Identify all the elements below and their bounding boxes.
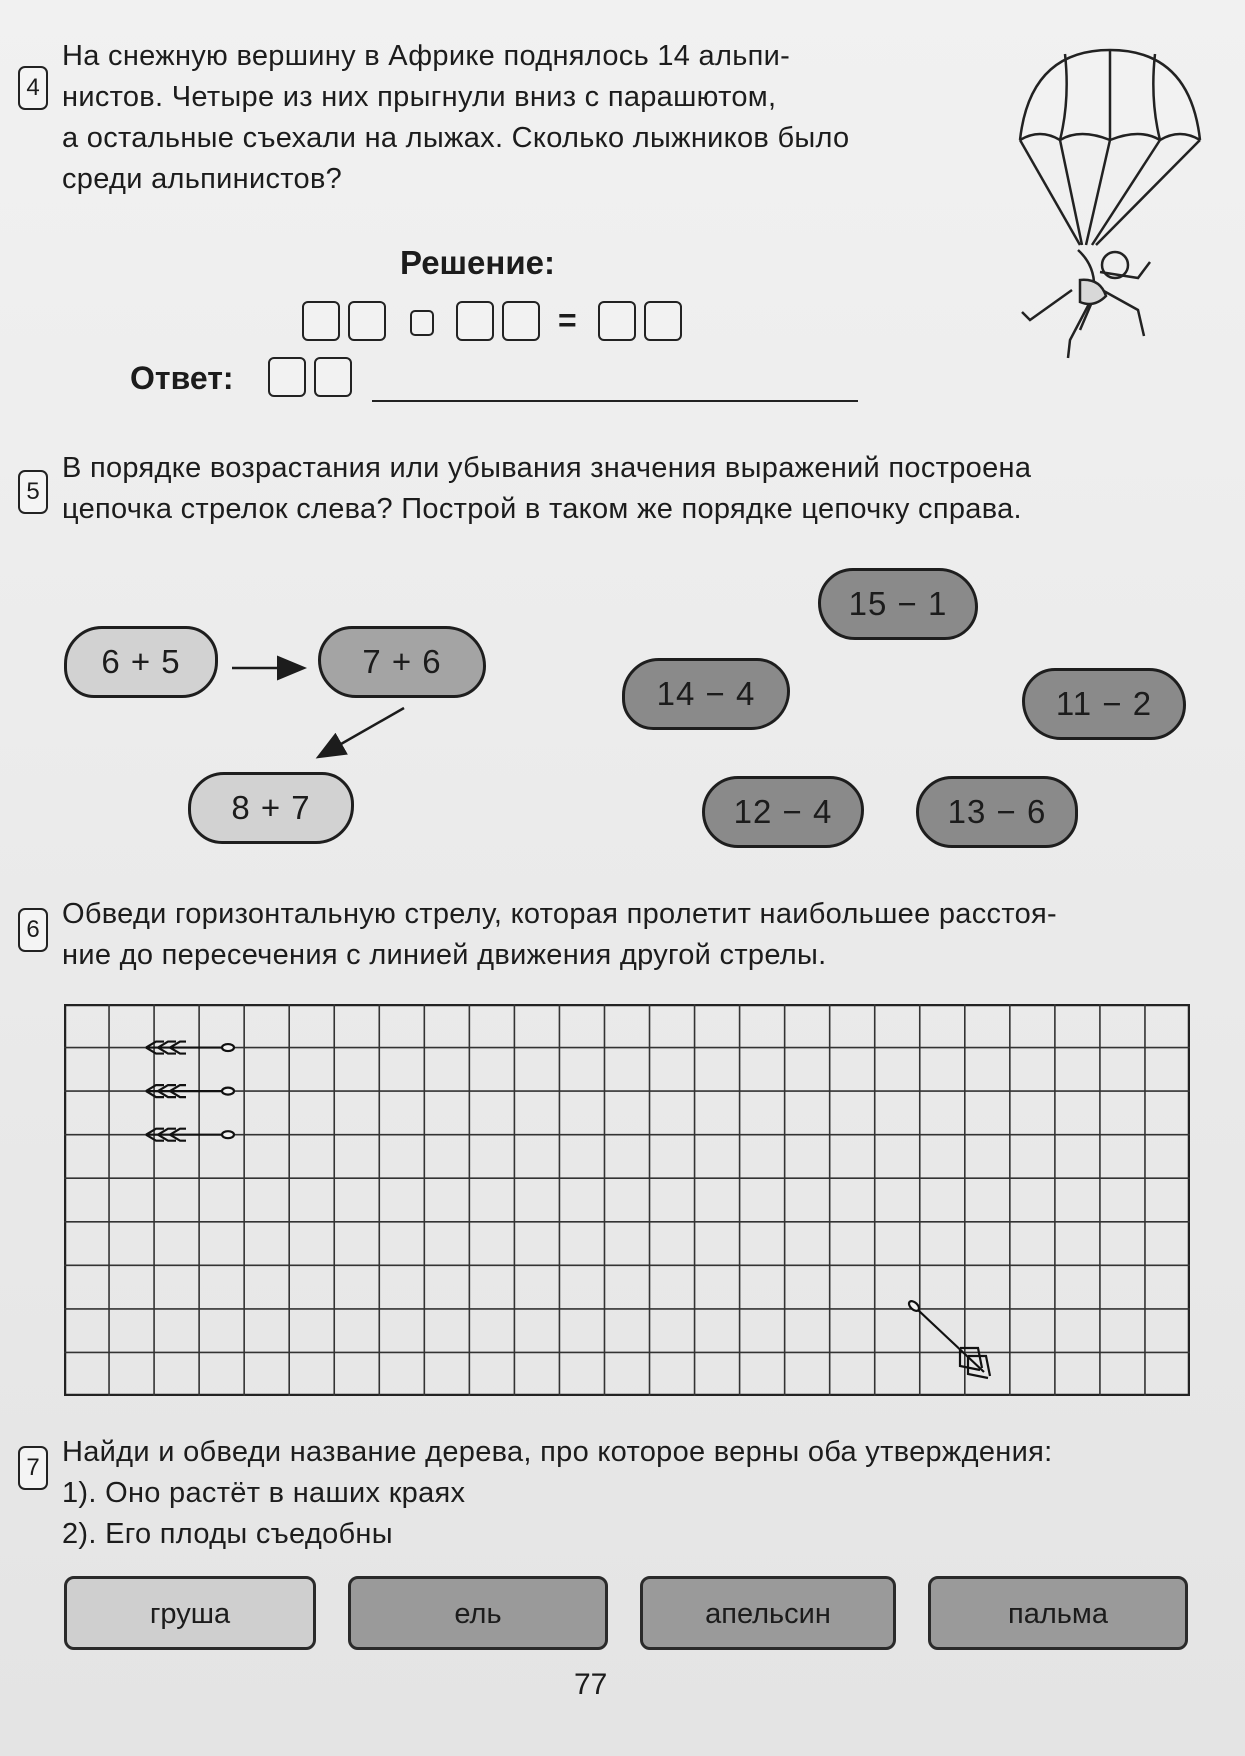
answer-label: Ответ: [130, 360, 234, 396]
arrow-part [907, 1299, 921, 1312]
task-7-text [62, 1432, 1052, 1555]
arrow-part [222, 1088, 234, 1095]
arrow-part [918, 1310, 984, 1372]
expression-card: 8 + 7 [188, 772, 354, 844]
task-7-number: 7 [18, 1446, 48, 1490]
tree-option-spruce[interactable]: ель [348, 1576, 608, 1650]
grid-border [65, 1005, 1189, 1395]
tree-option-pear[interactable]: груша [64, 1576, 316, 1650]
arrow-part [222, 1131, 234, 1138]
expression-card[interactable]: 13 − 6 [916, 776, 1078, 848]
tree-option-palm[interactable]: пальма [928, 1576, 1188, 1650]
solution-label: Решение: [400, 244, 555, 281]
horizontal-arrow[interactable] [146, 1129, 234, 1141]
tree-option-orange[interactable]: апельсин [640, 1576, 896, 1650]
task-5-number: 5 [18, 470, 48, 514]
horizontal-arrow[interactable] [146, 1085, 234, 1097]
task-6-number: 6 [18, 908, 48, 952]
task-4-line: а остальные съехали на лыжах. Сколько лыжников было [62, 122, 850, 154]
task-7-line: 2). Его плоды съедобны [62, 1518, 393, 1550]
arrow-grid [64, 1004, 1190, 1396]
chain-arrow [320, 708, 404, 756]
arrow-part [222, 1044, 234, 1051]
task-5-line: цепочка стрелок слева? Построй в таком же порядке цепочку справа. [62, 493, 1022, 525]
task-5-line: В порядке возрастания или убывания значения выражений построена [62, 452, 1032, 484]
task-6-text [62, 894, 1057, 976]
expression-card[interactable]: 11 − 2 [1022, 668, 1186, 740]
expression-card: 6 + 5 [64, 626, 218, 698]
task-4-line: нистов. Четыре из них прыгнули вниз с парашютом, [62, 81, 777, 113]
task-6-line: Обведи горизонтальную стрелу, которая пролетит наибольшее расстоя- [62, 898, 1057, 930]
horizontal-arrow[interactable] [146, 1042, 234, 1054]
expression-card[interactable]: 14 − 4 [622, 658, 790, 730]
task-6-line: ние до пересечения с линией движения другой стрелы. [62, 939, 827, 971]
expression-card[interactable]: 15 − 1 [818, 568, 978, 640]
expression-card[interactable]: 12 − 4 [702, 776, 864, 848]
task-4-number: 4 [18, 66, 48, 110]
page-number: 77 [574, 1668, 608, 1701]
task-4-line: среди альпинистов? [62, 163, 343, 195]
task-7-line: 1). Оно растёт в наших краях [62, 1477, 466, 1509]
task-4-line: На снежную вершину в Африке поднялось 14 альпи- [62, 40, 791, 72]
equals-sign: = [558, 302, 577, 338]
task-7-line: Найди и обведи название дерева, про которое верны оба утверждения: [62, 1436, 1053, 1468]
expression-card: 7 + 6 [318, 626, 486, 698]
